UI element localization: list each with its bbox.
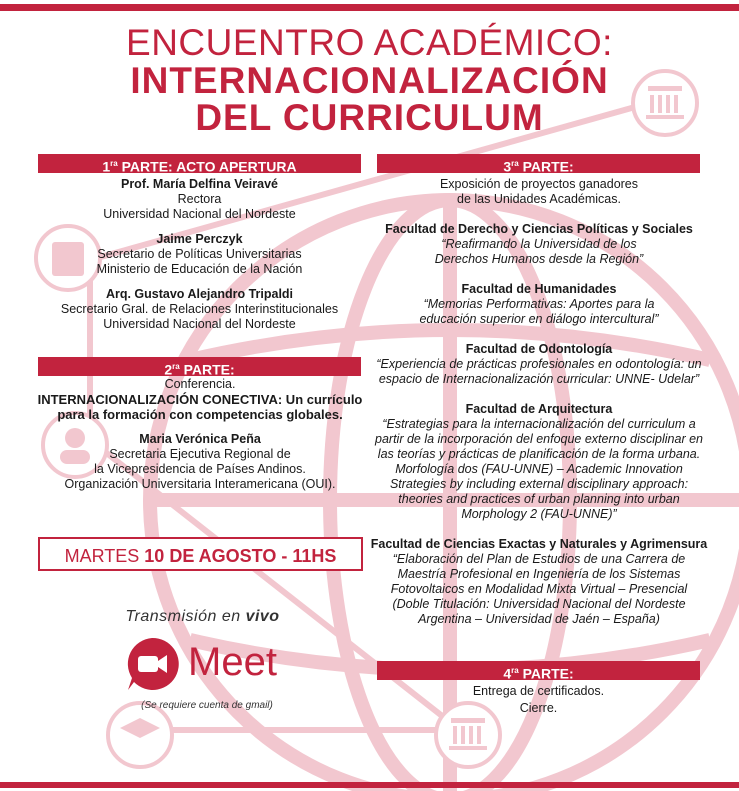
video-camera-icon: [124, 636, 180, 692]
project-title: Fotovoltaicos en Modalidad Mixta Virtual – Presencial: [390, 582, 688, 596]
event-date-box: [38, 537, 363, 571]
project-title: espacio de Internacionalización curricular: UNNE- Udelar”: [378, 372, 700, 386]
project-title: (Doble Titulación: Universidad Nacional del Nordeste: [392, 597, 686, 611]
speaker-role: Secretaria Ejecutiva Regional de: [109, 447, 291, 461]
part3-header: $3^{ra}$ PARTE:: [377, 154, 700, 173]
project-title: Argentina – Universidad de Jaén – España): [418, 612, 660, 626]
faculty-name: Facultad de Ciencias Exactas y Naturales y Agrimensura: [370, 537, 708, 551]
project-title: “Experiencia de prácticas profesionales en odontología: un: [376, 357, 702, 371]
project-title: partir de la incorporación del enfoque externo disciplinar en: [375, 432, 703, 446]
conference-title-line1: INTERNACIONALIZACIÓN CONECTIVA: Un currículo: [37, 392, 363, 407]
speaker-org: Universidad Nacional del Nordeste: [103, 317, 296, 331]
project-title: Maestría Profesional en Ingeniería de los Sistemas: [397, 567, 681, 581]
project-title: educación superior en diálogo intercultural”: [419, 312, 659, 326]
project-title: las teorías y prácticas de planificación de la forma urbana.: [377, 447, 701, 461]
part2-content: [30, 377, 370, 492]
part3-intro: de las Unidades Académicas.: [457, 192, 621, 206]
faculty-name: Facultad de Humanidades: [461, 282, 617, 296]
project-title: “Reafirmando la Universidad de los: [441, 237, 637, 251]
event-title: ENCUENTRO ACADÉMICO:: [126, 22, 613, 63]
speaker-role: la Vicepresidencia de Países Andinos.: [94, 462, 306, 476]
project-title: Strategies by including external disciplinary approach:: [389, 477, 689, 491]
event-day: MARTES: [64, 546, 145, 566]
speaker-name: Arq. Gustavo Alejandro Tripaldi: [105, 287, 294, 301]
part3-content: [370, 177, 708, 627]
part2-header: $2^{ra}$ PARTE:: [38, 357, 361, 376]
bottom-border: [0, 782, 739, 788]
project-title: Morfología dos (FAU-UNNE) – Academic Innovation: [395, 462, 683, 476]
gmail-required-note: (Se requiere cuenta de gmail): [141, 700, 273, 711]
conference-label: Conferencia.: [164, 377, 236, 391]
project-title: “Memorias Performativas: Aportes para la: [423, 297, 655, 311]
part4-header: $4^{ra}$ PARTE:: [377, 661, 700, 680]
speaker-name: Jaime Perczyk: [156, 232, 243, 246]
project-title: “Estrategias para la internacionalización del curriculum a: [382, 417, 696, 431]
stream-heading: Transmisión en vivo: [125, 608, 280, 625]
meet-logo-text: Meet: [188, 640, 277, 684]
part4-line: Cierre.: [519, 701, 558, 715]
faculty-name: Facultad de Odontología: [465, 342, 613, 356]
project-title: “Elaboración del Plan de Estudios de una Carrera de: [392, 552, 686, 566]
speaker-role: Rectora: [177, 192, 222, 206]
speaker-name: Maria Verónica Peña: [139, 432, 261, 446]
speaker-org: Universidad Nacional del Nordeste: [103, 207, 296, 221]
project-title: Derechos Humanos desde la Región”: [434, 252, 644, 266]
speaker-org: Organización Universitaria Interamericana (OUI).: [64, 477, 336, 491]
part4-content: [377, 683, 700, 717]
part1-speakers: [38, 177, 361, 332]
event-subtitle-line2: DEL CURRICULUM: [195, 97, 544, 138]
part3-intro: Exposición de proyectos ganadores: [439, 177, 639, 191]
faculty-name: Facultad de Derecho y Ciencias Políticas y Sociales: [385, 222, 693, 236]
speaker-role: Secretario de Políticas Universitarias: [97, 247, 302, 261]
project-title: Morphology 2 (FAU-UNNE)”: [461, 507, 617, 521]
part4-line: Entrega de certificados.: [472, 684, 605, 698]
conference-title-line2: para la formación con competencias globales.: [57, 407, 343, 422]
speaker-role: Secretario Gral. de Relaciones Interinstitucionales: [60, 302, 339, 316]
part1-header: $1^{ra}$ PARTE: ACTO APERTURA: [38, 154, 361, 173]
event-date: 10 DE AGOSTO - 11HS: [144, 546, 337, 566]
speaker-name: Prof. María Delfina Veiravé: [120, 177, 278, 191]
event-subtitle-line1: INTERNACIONALIZACIÓN: [130, 60, 609, 101]
project-title: theories and practices of urban planning into urban: [398, 492, 680, 506]
top-border: [0, 4, 739, 11]
faculty-name: Facultad de Arquitectura: [465, 402, 613, 416]
speaker-org: Ministerio de Educación de la Nación: [96, 262, 303, 276]
